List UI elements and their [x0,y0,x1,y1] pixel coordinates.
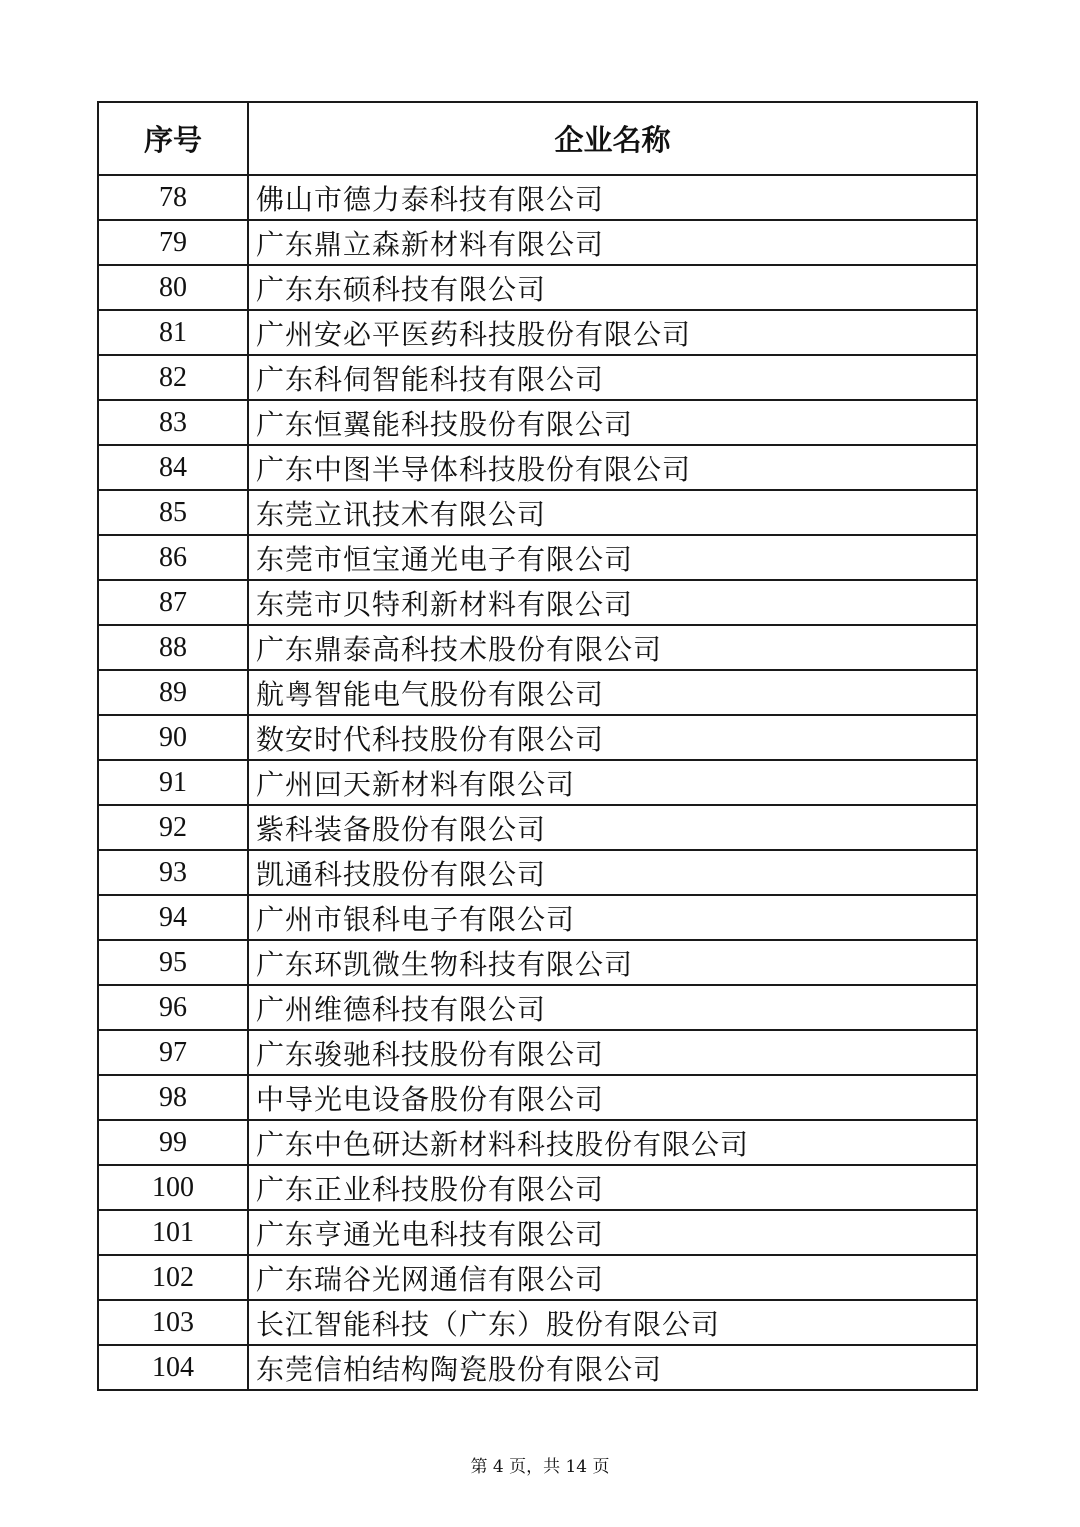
row-company-name: 广州市银科电子有限公司 [248,895,977,940]
row-company-name: 广东恒翼能科技股份有限公司 [248,400,977,445]
row-seq-number: 95 [98,940,248,985]
table-row [98,1300,977,1345]
row-company-name: 广州维德科技有限公司 [248,985,977,1030]
table-row [98,760,977,805]
table-row [98,535,977,580]
table-row [98,175,977,220]
table-row [98,625,977,670]
row-seq-number: 100 [98,1165,248,1210]
row-company-name: 凯通科技股份有限公司 [248,850,977,895]
row-seq-number: 93 [98,850,248,895]
row-seq-number: 97 [98,1030,248,1075]
row-company-name: 广东东硕科技有限公司 [248,265,977,310]
row-company-name: 东莞信柏结构陶瓷股份有限公司 [248,1345,977,1390]
table-row [98,1345,977,1390]
company-list-table [97,101,978,1391]
row-seq-number: 80 [98,265,248,310]
table-row [98,1120,977,1165]
table-row [98,985,977,1030]
row-seq-number: 88 [98,625,248,670]
row-company-name: 广东科伺智能科技有限公司 [248,355,977,400]
column-header-seq: 序号 [98,102,248,175]
row-seq-number: 89 [98,670,248,715]
table-row [98,310,977,355]
row-company-name: 广东中图半导体科技股份有限公司 [248,445,977,490]
row-company-name: 航粤智能电气股份有限公司 [248,670,977,715]
row-seq-number: 87 [98,580,248,625]
page-footer: 第 4 页，共 14 页 [470,1457,610,1477]
row-seq-number: 81 [98,310,248,355]
table-row [98,400,977,445]
row-company-name: 东莞立讯技术有限公司 [248,490,977,535]
row-seq-number: 86 [98,535,248,580]
row-company-name: 广东亨通光电科技有限公司 [248,1210,977,1255]
row-seq-number: 78 [98,175,248,220]
row-company-name: 广州安必平医药科技股份有限公司 [248,310,977,355]
table-row [98,265,977,310]
row-company-name: 广州回天新材料有限公司 [248,760,977,805]
row-seq-number: 79 [98,220,248,265]
row-company-name: 紫科装备股份有限公司 [248,805,977,850]
row-company-name: 东莞市恒宝通光电子有限公司 [248,535,977,580]
table-row [98,670,977,715]
row-company-name: 广东正业科技股份有限公司 [248,1165,977,1210]
row-seq-number: 96 [98,985,248,1030]
table-row [98,850,977,895]
row-seq-number: 92 [98,805,248,850]
row-company-name: 广东骏驰科技股份有限公司 [248,1030,977,1075]
table-header-row [98,102,977,175]
table-row [98,355,977,400]
row-seq-number: 85 [98,490,248,535]
column-header-company-name: 企业名称 [248,102,977,175]
table-row [98,220,977,265]
table-row [98,805,977,850]
row-company-name: 数安时代科技股份有限公司 [248,715,977,760]
row-company-name: 广东鼎立森新材料有限公司 [248,220,977,265]
row-seq-number: 90 [98,715,248,760]
table-body [98,175,977,1390]
row-seq-number: 91 [98,760,248,805]
row-seq-number: 94 [98,895,248,940]
row-company-name: 广东中色研达新材料科技股份有限公司 [248,1120,977,1165]
table-row [98,895,977,940]
row-seq-number: 102 [98,1255,248,1300]
table-row [98,715,977,760]
row-company-name: 长江智能科技（广东）股份有限公司 [248,1300,977,1345]
table-row [98,1210,977,1255]
row-company-name: 广东鼎泰高科技术股份有限公司 [248,625,977,670]
row-company-name: 广东环凯微生物科技有限公司 [248,940,977,985]
row-seq-number: 82 [98,355,248,400]
table-row [98,580,977,625]
row-company-name: 中导光电设备股份有限公司 [248,1075,977,1120]
row-seq-number: 98 [98,1075,248,1120]
row-company-name: 东莞市贝特利新材料有限公司 [248,580,977,625]
row-seq-number: 83 [98,400,248,445]
row-seq-number: 99 [98,1120,248,1165]
row-company-name: 佛山市德力泰科技有限公司 [248,175,977,220]
table-row [98,1030,977,1075]
row-seq-number: 101 [98,1210,248,1255]
table-row [98,1165,977,1210]
table-row [98,445,977,490]
table-row [98,490,977,535]
row-company-name: 广东瑞谷光网通信有限公司 [248,1255,977,1300]
row-seq-number: 103 [98,1300,248,1345]
table-row [98,940,977,985]
table-row [98,1255,977,1300]
table-row [98,1075,977,1120]
row-seq-number: 104 [98,1345,248,1390]
row-seq-number: 84 [98,445,248,490]
